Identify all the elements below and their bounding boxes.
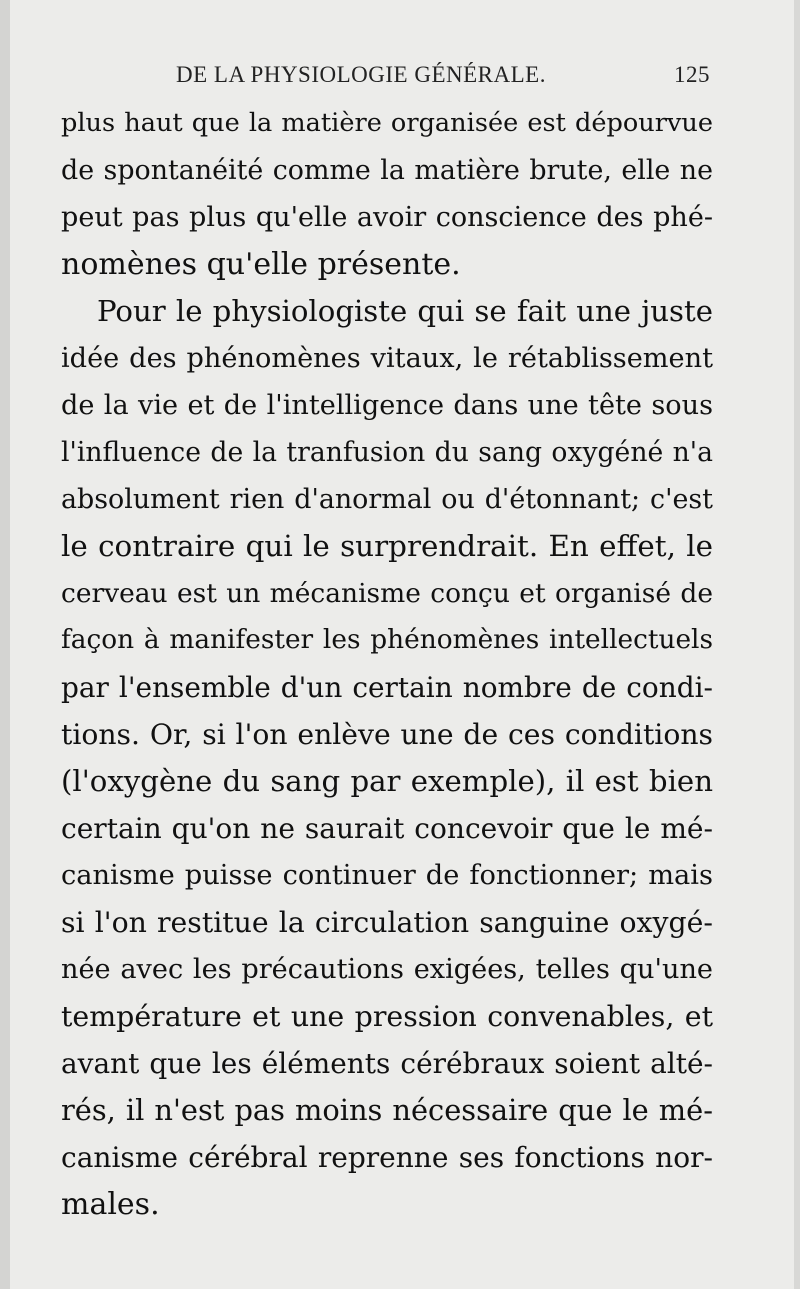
text-line: canisme puisse continuer de fonctionner; mais	[61, 860, 713, 891]
text-line: plus haut que la matière organisée est dépourvue	[61, 108, 713, 138]
text-line: (l'oxygène du sang par exemple), il est bien	[61, 764, 713, 798]
text-line: façon à manifester les phénomènes intellectuels	[61, 625, 713, 655]
page-left-edge	[0, 0, 10, 1289]
page-right-edge	[794, 0, 800, 1289]
text-line: de spontanéité comme la matière brute, elle ne	[61, 155, 713, 186]
text-line: température et une pression convenables, et	[61, 1000, 713, 1033]
text-line: née avec les précautions exigées, telles qu'une	[61, 954, 713, 985]
text-line: idée des phénomènes vitaux, le rétablissement	[61, 343, 713, 374]
text-line: males.	[61, 1187, 160, 1222]
page-number: 125	[674, 62, 710, 87]
running-title: DE LA PHYSIOLOGIE GÉNÉRALE.	[176, 62, 546, 87]
body-text	[61, 100, 713, 1228]
text-line: nomènes qu'elle présente.	[61, 247, 461, 282]
text-line: absolument rien d'anormal ou d'étonnant; c'est	[61, 484, 713, 515]
text-line: rés, il n'est pas moins nécessaire que le mé-	[61, 1093, 713, 1127]
text-line: par l'ensemble d'un certain nombre de condi-	[61, 671, 713, 704]
text-line: avant que les éléments cérébraux soient alté-	[61, 1047, 713, 1080]
text-line: canisme cérébral reprenne ses fonctions nor-	[61, 1141, 713, 1174]
text-line: certain qu'on ne saurait concevoir que le mé-	[61, 812, 713, 845]
text-line: peut pas plus qu'elle avoir conscience des phé-	[61, 202, 713, 233]
text-line: tions. Or, si l'on enlève une de ces conditions	[61, 718, 713, 751]
text-line: le contraire qui le surprendrait. En effet, le	[61, 529, 713, 563]
text-line: l'influence de la tranfusion du sang oxygéné n'a	[61, 437, 713, 468]
running-header	[176, 62, 710, 96]
text-line: si l'on restitue la circulation sanguine oxygé-	[61, 906, 713, 939]
text-line: de la vie et de l'intelligence dans une tête sous	[61, 390, 713, 421]
text-line: cerveau est un mécanisme conçu et organisé de	[61, 578, 713, 609]
paragraph-first-line: Pour le physiologiste qui se fait une juste	[97, 294, 713, 328]
